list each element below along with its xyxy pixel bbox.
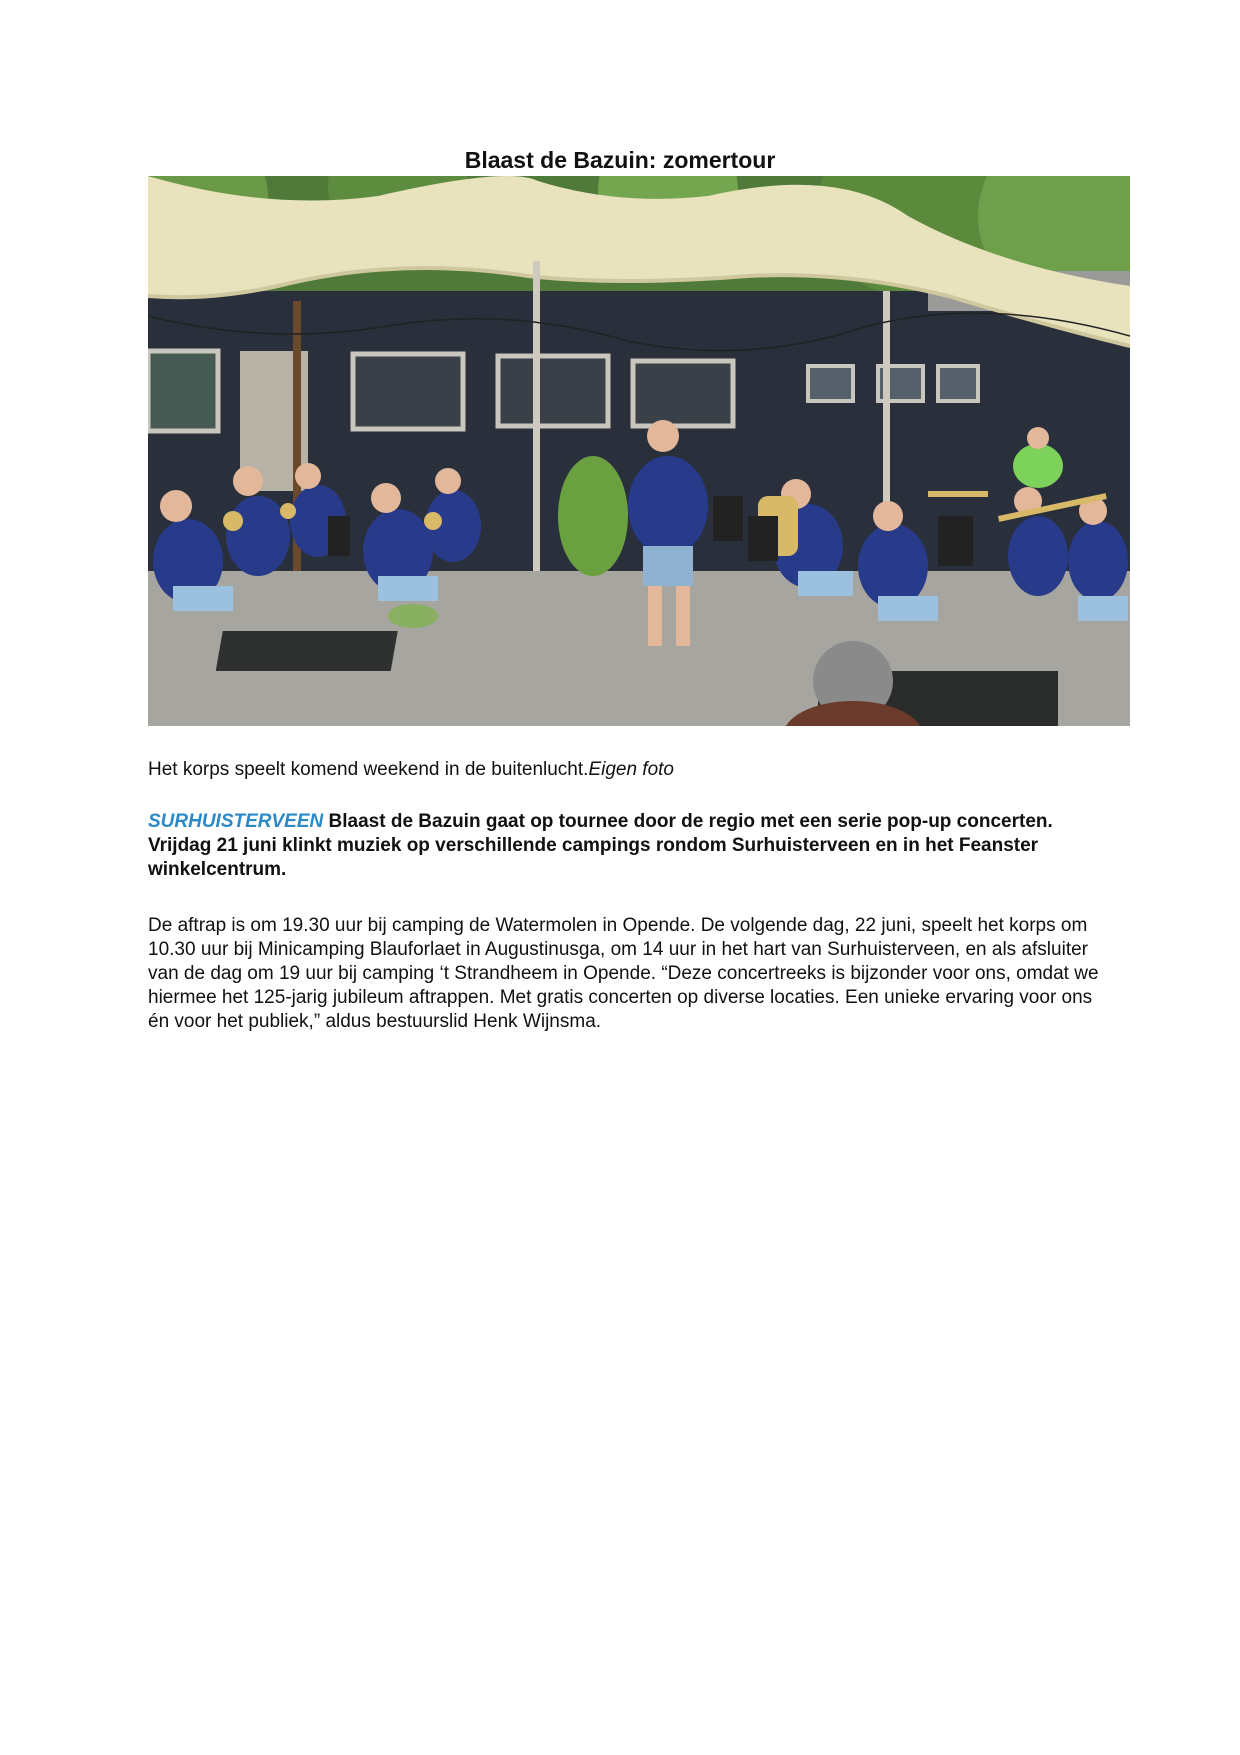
article-body: De aftrap is om 19.30 uur bij camping de Watermolen in Opende. De volgende dag, 22 juni, speelt het korps om 10.30 uur bij Minicamping Blauforlaet in Augustinusga, om 14 uur in het hart van Surhuisterveen, en als afsluiter van de dag om 19 uur bij camping ‘t Strandheem in Opende. “Deze concertreeks is bijzonder voor ons, omdat we hiermee het 125-jarig jubileum aftrappen. Met gratis concerten op diverse locaties. Een unieke ervaring voor ons én voor het publiek,” aldus bestuurslid Henk Wijnsma. <box>148 915 1099 1032</box>
lead-text: Blaast de Bazuin gaat op tournee door de regio met een serie pop-up concerten. Vrijdag 21 juni klinkt muziek op verschillende campings rondom Surhuisterveen en in het Feanster winkelcentrum. <box>148 811 1053 880</box>
article-title: Blaast de Bazuin: zomertour <box>464 147 776 173</box>
photo-caption <box>148 758 674 782</box>
photo-credit: Eigen foto <box>588 759 675 780</box>
dateline: SURHUISTERVEEN <box>148 811 324 832</box>
caption-text: Het korps speelt komend weekend in de buitenlucht. <box>148 759 589 780</box>
article-photo <box>148 176 1130 726</box>
article-lead <box>148 810 1108 882</box>
